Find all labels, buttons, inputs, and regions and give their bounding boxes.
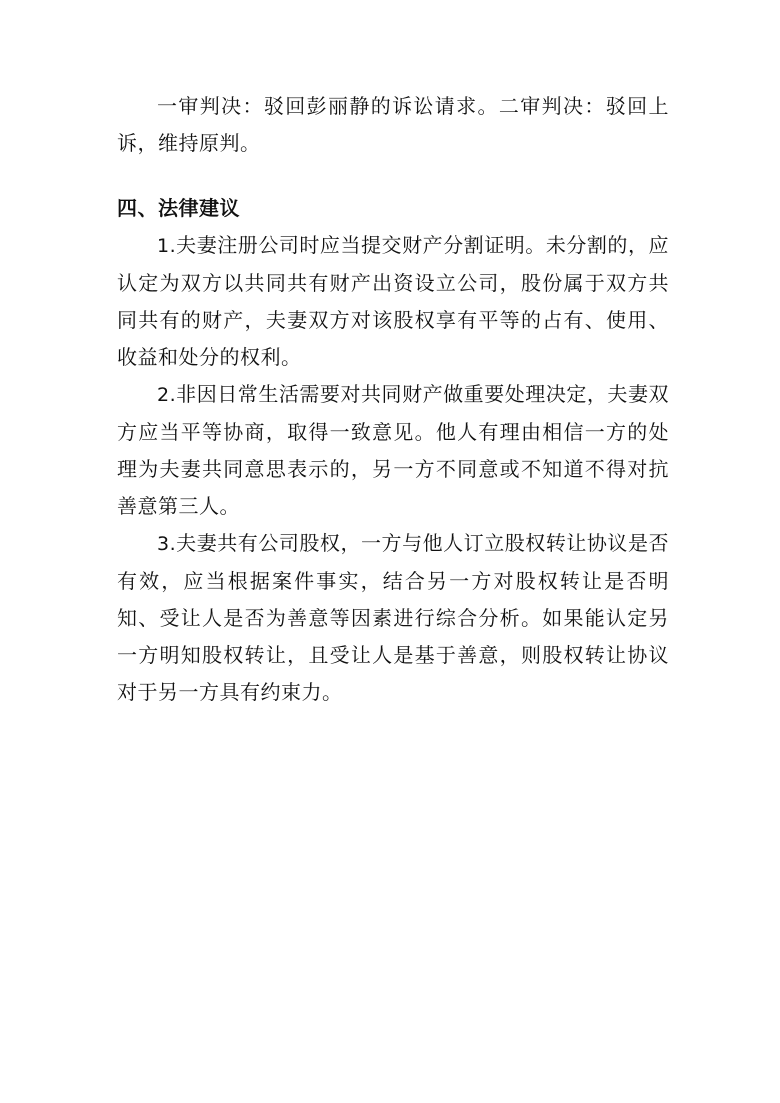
suggestion-item-2 [117, 376, 669, 525]
suggestion-text: 非因日常生活需要对共同财产做重要处理决定，夫妻双方应当平等协商，取得一致意见。他人有理由相信一方的处理为夫妻共同意思表示的，另一方不同意或不知道不得对抗善意第三人。 [117, 382, 669, 518]
suggestion-item-1 [117, 227, 669, 376]
judgment-paragraph: 一审判决：驳回彭丽静的诉讼请求。二审判决：驳回上诉，维持原判。 [117, 94, 669, 155]
suggestion-item-3 [117, 525, 669, 711]
section-heading-legal-advice: 四、法律建议 [117, 196, 240, 220]
document-body [117, 88, 669, 711]
suggestion-number: 3. [157, 533, 177, 555]
suggestion-number: 2. [157, 384, 177, 406]
suggestion-text: 夫妻注册公司时应当提交财产分割证明。未分割的，应认定为双方以共同共有财产出资设立公司，股份属于双方共同共有的财产，夫妻双方对该股权享有平等的占有、使用、收益和处分的权利。 [117, 233, 669, 369]
suggestion-number: 1. [157, 235, 177, 257]
suggestion-text: 夫妻共有公司股权，一方与他人订立股权转让协议是否有效，应当根据案件事实，结合另一方对股权转让是否明知、受让人是否为善意等因素进行综合分析。如果能认定另一方明知股权转让，且受让人是基于善意，则股权转让协议对于另一方具有约束力。 [117, 531, 669, 704]
